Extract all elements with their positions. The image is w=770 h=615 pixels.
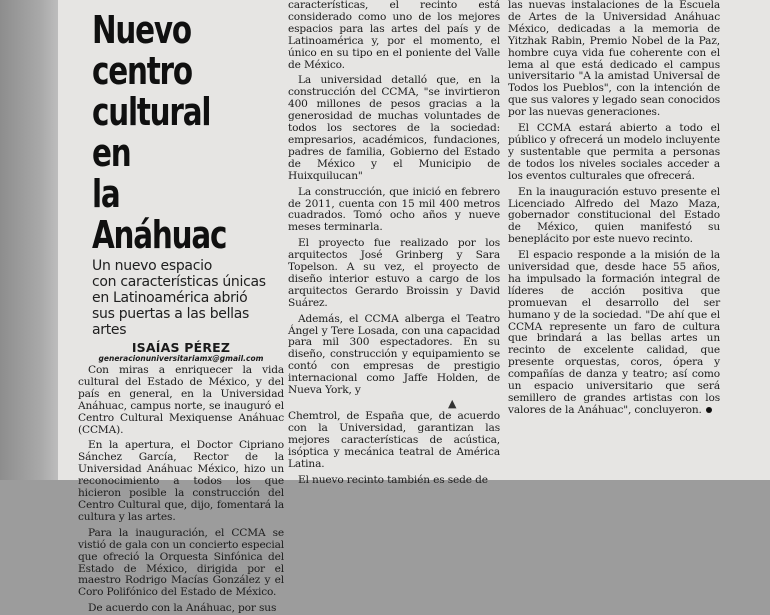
paragraph: El proyecto fue realizado por los arquitectos José Grinberg y Sara Topelson. A su vez, el proyecto de diseño interior estuvo a cargo de los arquitectos Gerardo Broissin y David Suárez.	[288, 237, 500, 309]
scan-artifact-icon: ▲	[448, 397, 457, 410]
headline-line-2: cultural en	[92, 90, 211, 175]
subheadline-line-2: con características únicas	[92, 274, 266, 290]
paragraph: La universidad detalló que, en la construcción del CCMA, "se invirtieron 400 millones de pesos gracias a la generosidad de muchas voluntades de todos los sectores de la sociedad: empresarios, académicos, fundaciones, padres de familia, Gobierno del Estado de México y el Municipio de Huixquilucan"	[288, 74, 500, 182]
paragraph: las nuevas instalaciones de la Escuela de Artes de la Universidad Anáhuac México, dedicadas a la memoria de Yitzhak Rabin, Premio Nobel de la Paz, hombre cuya vida fue coherente con el lema al que está dedicado el campus universitario "A la amistad Universal de Todos los Pueblos", con la intención de que sus valores y legado sean conocidos por las nuevas generaciones.	[508, 0, 720, 119]
end-mark-icon	[706, 407, 712, 413]
paragraph: De acuerdo con la Anáhuac, por sus	[88, 602, 277, 615]
subheadline	[92, 258, 284, 338]
article-column-2	[288, 0, 500, 486]
paragraph: La construcción, que inició en febrero de 2011, cuenta con 15 mil 400 metros cuadrados. Tomó ocho años y nueve meses terminarla.	[288, 185, 500, 234]
article-column-3	[508, 0, 720, 480]
paragraph: El nuevo recinto también es sede de	[298, 473, 488, 486]
paragraph: características, el recinto está considerado como uno de los mejores espacios para las artes del país y de Latinoamérica y, por el momento, el único en su tipo en el poniente del Valle de México.	[288, 0, 500, 71]
paragraph: Para la inauguración, el CCMA se vistió de gala con un concierto especial que ofreció la Orquesta Sinfónica del Estado de México, dirigida por el maestro Rodrigo Macías González y el Coro Polifónico del Estado de México.	[78, 526, 284, 599]
paragraph	[508, 250, 720, 417]
paragraph: En la apertura, el Doctor Cipriano Sánchez García, Rector de la Universidad Anáhuac México, hizo un reconocimiento a todos los que hicieron posible la construcción del Centro Cultural que, dijo, fomentará la cultura y las artes.	[78, 439, 284, 523]
subheadline-line-3: en Latinoamérica abrió	[92, 290, 248, 306]
subheadline-line-1: Un nuevo espacio	[92, 258, 212, 274]
author-email: generacionuniversitariamx@gmail.com	[98, 354, 264, 363]
paragraph: Con miras a enriquecer la vida cultural del Estado de México, y del país en general, en la Universidad Anáhuac, campus norte, se inauguró el Centro Cultural Mexiquense Anáhuac (CCMA).	[78, 364, 284, 436]
paragraph: El CCMA estará abierto a todo el público y ofrecerá un modelo incluyente y sustentable que permita a personas de todos los niveles sociales acceder a los eventos culturales que ofrecerá.	[508, 122, 720, 182]
subheadline-line-4: sus puertas a las bellas artes	[92, 306, 250, 338]
paragraph: Además, el CCMA alberga el Teatro Ángel y Tere Losada, con una capacidad para mil 300 espectadores. En su diseño, construcción y equipamiento se contó con empresas de prestigio internacional como Jaffe Holden, de Nueva York, y	[288, 312, 500, 397]
article-column-1	[78, 0, 284, 615]
headline	[92, 10, 257, 256]
headline-line-3: la Anáhuac	[92, 172, 227, 257]
paragraph: En la inauguración estuvo presente el Licenciado Alfredo del Mazo Maza, gobernador constitucional del Estado de México, quien manifestó su beneplácito por este nuevo recinto.	[508, 185, 720, 246]
headline-line-1: Nuevo centro	[92, 8, 192, 93]
paragraph: Chemtrol, de España que, de acuerdo con la Universidad, garantizan las mejores características de acústica, isóptica y mecánica teatral de América Latina.	[288, 410, 500, 470]
scan-margin	[0, 0, 58, 480]
author-byline: ISAÍAS PÉREZ	[131, 340, 231, 355]
paragraph-text: El espacio responde a la misión de la universidad que, desde hace 55 años, ha impulsado la formación integral de líderes de acción positiva que promuevan el desarrollo del ser humano y de la sociedad. "De ahí que el CCMA represente un faro de cultura que brindará a las bellas artes un recinto de excelente calidad, que presente orquestas, coros, ópera y compañías de danza y teatro; así como un espacio universitario que será semillero de grandes artistas con los valores de la Anáhuac", concluyeron.	[508, 249, 720, 416]
